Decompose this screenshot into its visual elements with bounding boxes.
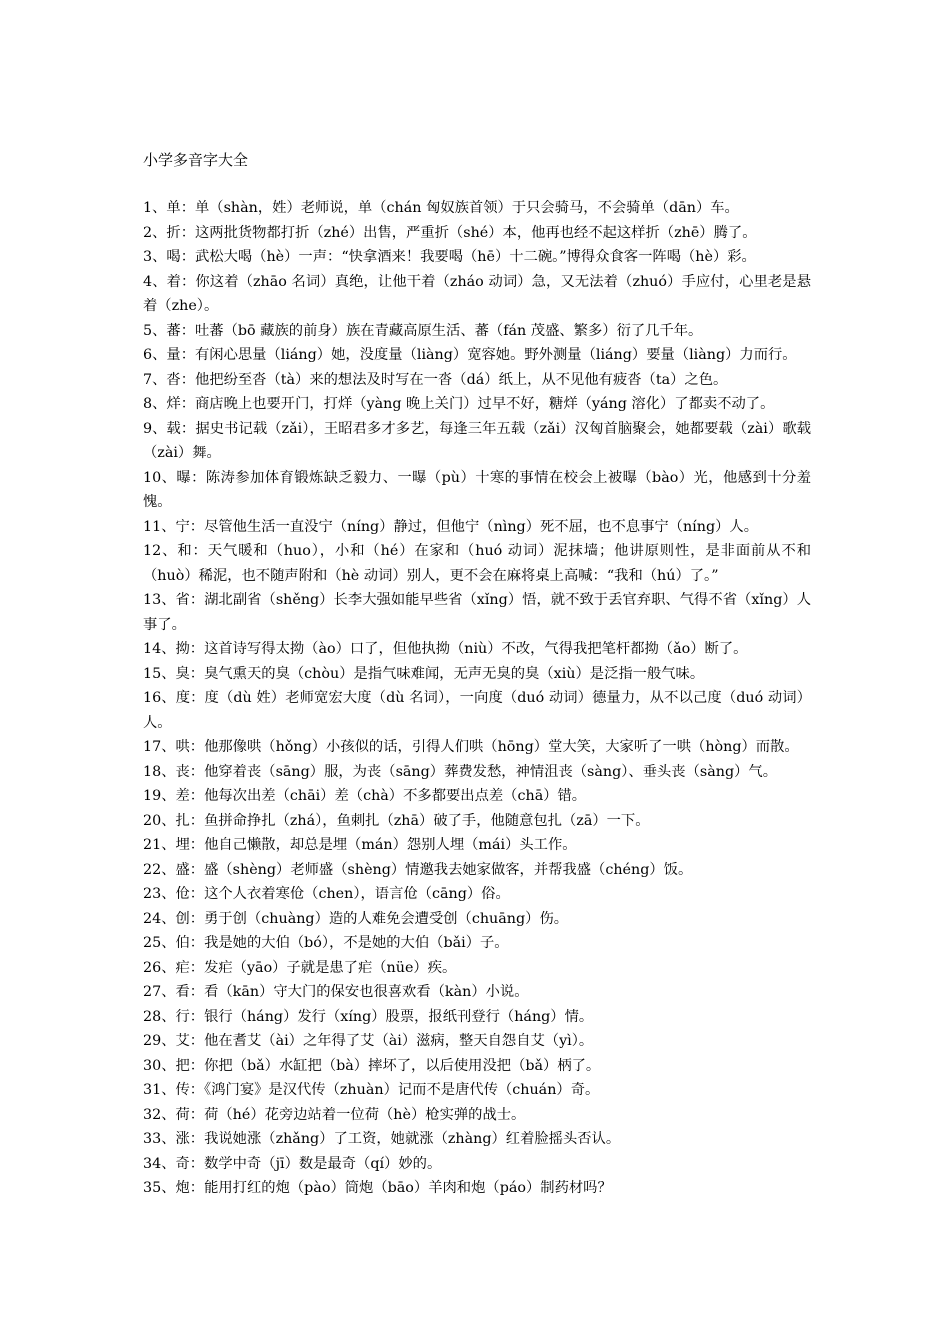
entry-item: 18、丧：他穿着丧（sāng）服，为丧（sāng）葬费发愁，神情沮丧（sàng）、垂头丧（sàng）气。 xyxy=(143,763,778,780)
entry-item: 16、度：度（dù 姓）老师宽宏大度（dù 名词），一向度（duó 动词）德量力，从不以己度（duó 动词）人。 xyxy=(143,690,811,731)
entry-list xyxy=(143,196,811,1201)
document-title: 小学多音字大全 xyxy=(143,151,249,169)
entry-item: 5、蕃：吐蕃（bō 藏族的前身）族在青藏高原生活、蕃（fán 茂盛、繁多）衍了几千年。 xyxy=(143,322,703,339)
entry-item: 13、省：湖北副省（shěng）长李大强如能早些省（xǐng）悟，就不致于丢官弃职、气得不省（xǐng）人事了。 xyxy=(143,592,811,633)
entry-item: 15、臭：臭气熏天的臭（chòu）是指气味难闻，无声无臭的臭（xiù）是泛指一般气味。 xyxy=(143,665,705,682)
entry-item: 22、盛：盛（shèng）老师盛（shèng）情邀我去她家做客，并帮我盛（chéng）饭。 xyxy=(143,861,693,878)
entry-item: 7、沓：他把纷至沓（tà）来的想法及时写在一沓（dá）纸上，从不见他有疲沓（ta）之色。 xyxy=(143,371,728,388)
entry-item: 30、把：你把（bǎ）水缸把（bà）摔坏了，以后使用没把（bǎ）柄了。 xyxy=(143,1057,601,1074)
entry-item: 34、奇：数学中奇（jī）数是最奇（qí）妙的。 xyxy=(143,1155,442,1172)
entry-item: 4、着：你这着（zhāo 名词）真绝，让他干着（zháo 动词）急，又无法着（zhuó）手应付，心里老是悬着（zhe）。 xyxy=(143,273,811,314)
entry-item: 10、曝：陈涛参加体育锻炼缺乏毅力、一曝（pù）十寒的事情在校会上被曝（bào）光，他感到十分羞愧。 xyxy=(143,469,811,510)
entry-item: 9、载：据史书记载（zǎi），王昭君多才多艺，每逢三年五载（zǎi）汉匈首脑聚会，她都要载（zài）歌载（zài）舞。 xyxy=(143,420,811,461)
entry-item: 26、疟：发疟（yāo）子就是患了疟（nüe）疾。 xyxy=(143,959,457,976)
entry-item: 2、折：这两批货物都打折（zhé）出售，严重折（shé）本，他再也经不起这样折（zhē）腾了。 xyxy=(143,224,757,241)
entry-item: 17、哄：他那像哄（hǒng）小孩似的话，引得人们哄（hōng）堂大笑，大家听了一哄（hòng）而散。 xyxy=(143,739,799,755)
entry-item: 32、荷：荷（hé）花旁边站着一位荷（hè）枪实弹的战士。 xyxy=(143,1106,526,1123)
entry-item: 12、和：天气暖和（huo），小和（hé）在家和（huó 动词）泥抹墙；他讲原则性，是非面前从不和（huò）稀泥，也不随声附和（hè 动词）别人，更不会在麻将桌上高喊：“我和（hú）了。” xyxy=(143,543,811,584)
entry-item: 20、扎：鱼拼命挣扎（zhá），鱼刺扎（zhā）破了手，他随意包扎（zā）一下。 xyxy=(143,812,650,829)
entry-item: 21、埋：他自己懒散，却总是埋（mán）怨别人埋（mái）头工作。 xyxy=(143,837,577,853)
entry-item: 14、拗：这首诗写得太拗（ào）口了，但他执拗（niù）不改，气得我把笔杆都拗（ǎo）断了。 xyxy=(143,641,748,657)
document-page xyxy=(143,148,811,1201)
entry-item: 23、伧：这个人衣着寒伧（chen），语言伧（cāng）俗。 xyxy=(143,886,510,902)
entry-item: 3、喝：武松大喝（hè）一声：“快拿酒来！我要喝（hē）十二碗。”博得众食客一阵喝（hè）彩。 xyxy=(143,249,756,265)
entry-item: 28、行：银行（háng）发行（xíng）股票，报纸刊登行（háng）情。 xyxy=(143,1008,594,1025)
entry-item: 1、单：单（shàn，姓）老师说，单（chán 匈奴族首领）于只会骑马，不会骑单（dān）车。 xyxy=(143,200,739,216)
entry-item: 31、传：《鸿门宴》是汉代传（zhuàn）记而不是唐代传（chuán）奇。 xyxy=(143,1082,600,1098)
entry-item: 33、涨：我说她涨（zhǎng）了工资，她就涨（zhàng）红着脸摇头否认。 xyxy=(143,1131,621,1147)
entry-item: 24、创：勇于创（chuàng）造的人难免会遭受创（chuāng）伤。 xyxy=(143,910,569,927)
entry-item: 25、伯：我是她的大伯（bó），不是她的大伯（bǎi）子。 xyxy=(143,935,509,951)
entry-item: 27、看：看（kān）守大门的保安也很喜欢看（kàn）小说。 xyxy=(143,984,529,1000)
entry-item: 8、烊：商店晚上也要开门，打烊（yàng 晚上关门）过早不好，糖烊（yáng 溶化）了都卖不动了。 xyxy=(143,396,775,412)
entry-item: 29、艾：他在耆艾（ài）之年得了艾（ài）滋病，整天自怨自艾（yì）。 xyxy=(143,1033,594,1049)
entry-item: 35、炮：能用打红的炮（pào）筒炮（bāo）羊肉和炮（páo）制药材吗？ xyxy=(143,1180,612,1196)
entry-item: 11、宁：尽管他生活一直没宁（níng）静过，但他宁（nìng）死不屈，也不息事宁（níng）人。 xyxy=(143,518,758,535)
entry-item: 6、量：有闲心思量（liáng）她，没度量（liàng）宽容她。野外测量（liáng）要量（liàng）力而行。 xyxy=(143,347,797,363)
entry-item: 19、差：他每次出差（chāi）差（chà）不多都要出点差（chā）错。 xyxy=(143,788,587,804)
